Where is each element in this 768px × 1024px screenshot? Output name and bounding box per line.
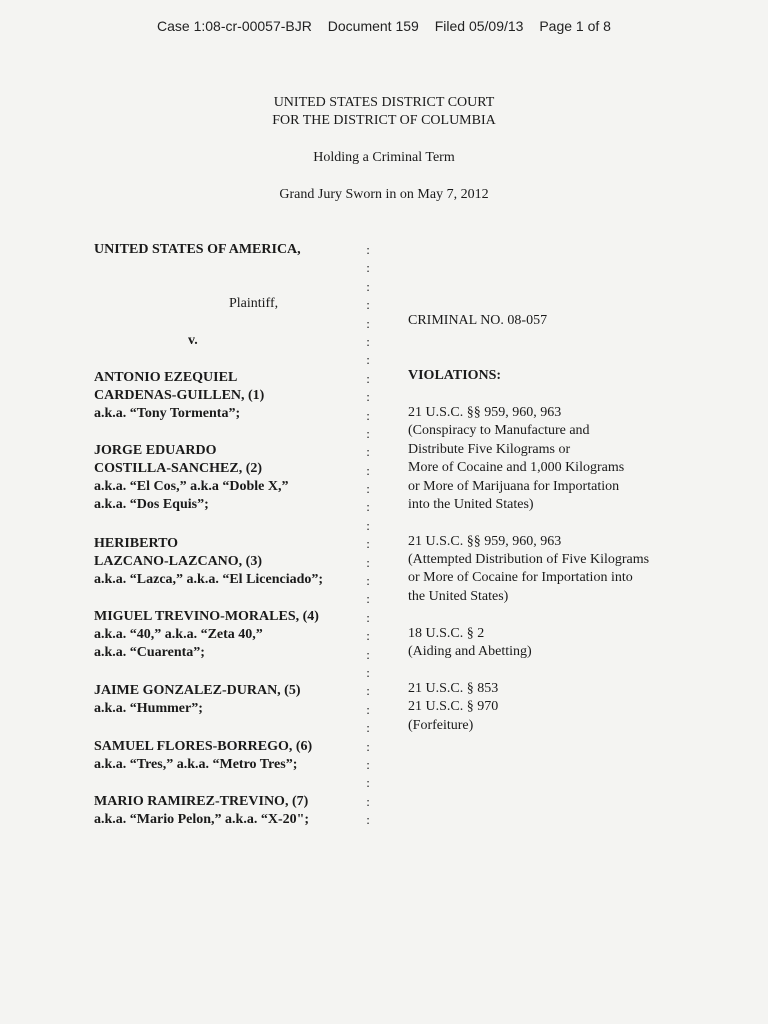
- colon-separator: :: [366, 425, 370, 441]
- violation-statute: 18 U.S.C. § 2: [408, 625, 485, 641]
- defendant-line: COSTILLA-SANCHEZ, (2): [94, 461, 263, 476]
- defendant-alias: a.k.a. “Tres,” a.k.a. “Metro Tres”;: [94, 757, 298, 772]
- colon-separator: :: [366, 554, 370, 570]
- violation-description: (Attempted Distribution of Five Kilograms: [408, 552, 650, 568]
- colon-separator: :: [366, 260, 370, 276]
- violation-description: (Conspiracy to Manufacture and: [408, 423, 590, 439]
- criminal-term-text: Holding a Criminal Term: [313, 150, 455, 165]
- defendant-line: HERIBERTO: [94, 536, 179, 551]
- defendant-line: LAZCANO-LAZCANO, (3): [94, 554, 262, 569]
- violation-statute: 21 U.S.C. §§ 959, 960, 963: [408, 404, 562, 420]
- colon-separator: :: [366, 370, 370, 386]
- colon-separator-column: [362, 241, 374, 830]
- defendant-alias: a.k.a. “40,” a.k.a. “Zeta 40,”: [94, 627, 263, 642]
- colon-separator: :: [366, 738, 370, 754]
- defendant-5: [94, 682, 301, 718]
- violation-description: More of Cocaine and 1,000 Kilograms: [408, 460, 625, 476]
- defendant-line: MIGUEL TREVINO-MORALES, (4): [94, 609, 319, 624]
- violation-description: into the United States): [408, 496, 534, 512]
- colon-separator: :: [366, 775, 370, 791]
- defendant-3: [94, 535, 323, 589]
- defendant-alias: a.k.a. “El Cos,” a.k.a “Doble X,”: [94, 479, 289, 494]
- defendant-alias: a.k.a. “Lazca,” a.k.a. “El Licenciado”;: [94, 572, 324, 587]
- colon-separator: :: [366, 573, 370, 589]
- court-name-line2: FOR THE DISTRICT OF COLUMBIA: [272, 113, 496, 128]
- plaintiff-name: UNITED STATES OF AMERICA,: [94, 242, 301, 257]
- colon-separator: :: [366, 683, 370, 699]
- colon-separator: :: [366, 444, 370, 460]
- grand-jury-text: Grand Jury Sworn in on May 7, 2012: [279, 187, 489, 202]
- violation-statute: 21 U.S.C. § 853: [408, 680, 499, 696]
- page-indicator: Page 1 of 8: [539, 18, 611, 34]
- colon-separator: :: [366, 389, 370, 405]
- colon-separator: :: [366, 499, 370, 515]
- violation-description: or More of Marijuana for Importation: [408, 478, 620, 494]
- defendant-2: [94, 442, 288, 514]
- colon-separator: :: [366, 793, 370, 809]
- colon-separator: :: [366, 536, 370, 552]
- colon-separator: :: [366, 315, 370, 331]
- violation-description: or More of Cocaine for Importation into: [408, 570, 633, 586]
- defendant-line: JORGE EDUARDO: [94, 443, 217, 458]
- colon-separator: :: [366, 352, 370, 368]
- colon-separator: :: [366, 462, 370, 478]
- colon-separator: :: [366, 646, 370, 662]
- criminal-number: CRIMINAL NO. 08-057: [408, 313, 548, 328]
- violation-2: [408, 533, 698, 607]
- colon-separator: :: [366, 628, 370, 644]
- defendant-alias: a.k.a. “Hummer”;: [94, 701, 203, 716]
- case-number: Case 1:08-cr-00057-BJR: [157, 18, 312, 34]
- defendant-line: JAIME GONZALEZ-DURAN, (5): [94, 683, 301, 698]
- filing-header: [0, 18, 768, 34]
- colon-separator: :: [366, 297, 370, 313]
- defendant-alias: a.k.a. “Dos Equis”;: [94, 497, 209, 512]
- violation-description: the United States): [408, 588, 509, 604]
- violation-1: [408, 404, 698, 514]
- colon-separator: :: [366, 481, 370, 497]
- defendant-alias: a.k.a. “Cuarenta”;: [94, 645, 205, 660]
- violation-description: Distribute Five Kilograms or: [408, 441, 571, 457]
- violation-description: (Aiding and Abetting): [408, 644, 532, 660]
- violation-statute: 21 U.S.C. §§ 959, 960, 963: [408, 533, 562, 549]
- defendant-line: MARIO RAMIREZ-TREVINO, (7): [94, 794, 309, 809]
- defendant-4: [94, 608, 319, 662]
- violations-heading: VIOLATIONS:: [408, 368, 502, 384]
- colon-separator: :: [366, 591, 370, 607]
- defendant-line: CARDENAS-GUILLEN, (1): [94, 388, 265, 403]
- criminal-term: [0, 149, 768, 167]
- colon-separator: :: [366, 664, 370, 680]
- grand-jury: [0, 186, 768, 204]
- colon-separator: :: [366, 720, 370, 736]
- violation-description: (Forfeiture): [408, 717, 474, 733]
- colon-separator: :: [366, 242, 370, 257]
- court-name-line1: UNITED STATES DISTRICT COURT: [273, 95, 495, 110]
- defendant-6: [94, 738, 312, 774]
- case-info-column: [408, 312, 698, 735]
- colon-separator: :: [366, 756, 370, 772]
- defendant-1: [94, 369, 264, 423]
- colon-separator: :: [366, 407, 370, 423]
- violation-3: [408, 625, 698, 662]
- colon-separator: :: [366, 278, 370, 294]
- defendant-alias: a.k.a. “Mario Pelon,” a.k.a. “X-20";: [94, 812, 310, 827]
- filed-date: Filed 05/09/13: [434, 18, 524, 34]
- defendant-alias: a.k.a. “Tony Tormenta”;: [94, 406, 241, 421]
- plaintiff-role: Plaintiff,: [229, 296, 279, 311]
- defendant-line: SAMUEL FLORES-BORREGO, (6): [94, 739, 313, 754]
- colon-separator: :: [366, 812, 370, 828]
- colon-separator: :: [366, 609, 370, 625]
- violation-4: [408, 680, 698, 735]
- colon-separator: :: [366, 701, 370, 717]
- defendant-line: ANTONIO EZEQUIEL: [94, 370, 238, 385]
- colon-separator: :: [366, 333, 370, 349]
- violation-statute: 21 U.S.C. § 970: [408, 699, 499, 715]
- court-title: [0, 94, 768, 130]
- defendant-7: [94, 793, 309, 829]
- document-number: Document 159: [327, 18, 419, 34]
- colon-separator: :: [366, 517, 370, 533]
- versus: v.: [188, 333, 198, 348]
